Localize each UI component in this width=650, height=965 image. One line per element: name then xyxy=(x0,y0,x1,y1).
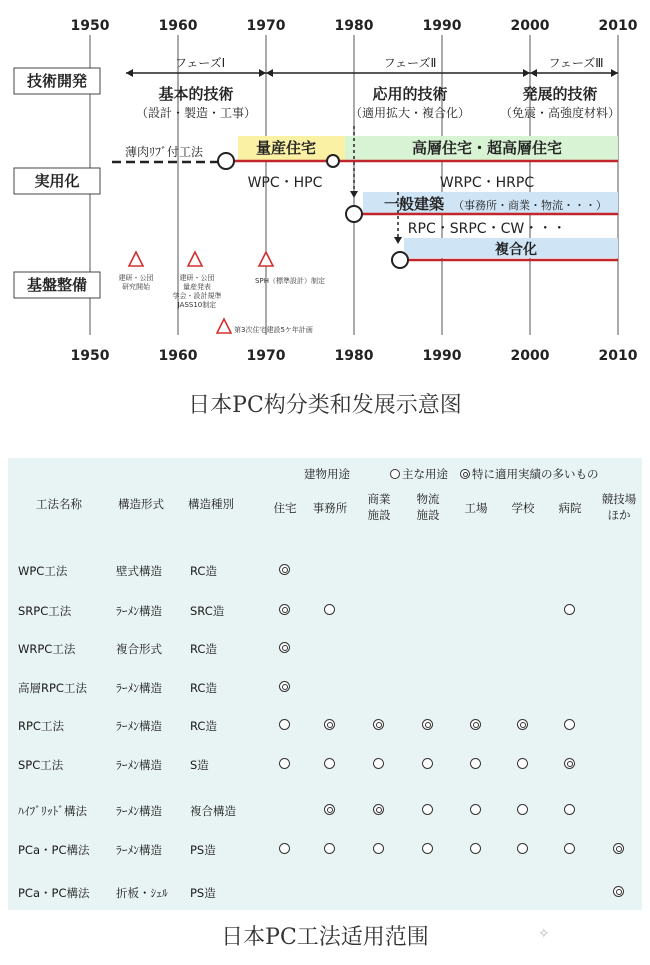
phase-1-arrow-head-right xyxy=(259,69,266,77)
double-circle-mark xyxy=(613,886,624,897)
table-caption: 日本PC工法适用范围 xyxy=(221,925,429,950)
row-label: 実用化 xyxy=(34,172,80,190)
legend-many-label: 特に適用実績の多いもの xyxy=(472,467,599,481)
structure-type: ﾗｰﾒﾝ構造 xyxy=(116,804,162,818)
stage-title: 発展的技術 xyxy=(522,85,598,103)
usage-header: 病院 xyxy=(558,501,582,515)
single-circle-mark xyxy=(470,804,481,815)
structure-type: 折板・ｼｪﾙ xyxy=(116,886,168,900)
phase-2-label: フェーズⅡ xyxy=(383,56,437,70)
year-label-top: 1960 xyxy=(158,18,198,34)
year-label-bottom: 2010 xyxy=(598,348,638,364)
sparkle-icon: ✧ xyxy=(538,926,550,942)
structure-kind: PS造 xyxy=(190,843,216,857)
stage-subtitle: （適用拡大・複合化） xyxy=(349,106,471,120)
single-circle-mark xyxy=(564,719,575,730)
row-label: 基盤整備 xyxy=(26,276,88,294)
year-label-bottom: 1960 xyxy=(158,348,198,364)
milestone-circle xyxy=(346,206,362,222)
milestone-triangle xyxy=(188,252,202,266)
development-timeline-diagram xyxy=(0,0,650,440)
single-circle-mark xyxy=(279,843,290,854)
stage-subtitle: （免震・高強度材料） xyxy=(499,106,621,120)
method-name: 高層RPC工法 xyxy=(18,681,87,695)
phase-1-label: フェーズⅠ xyxy=(174,56,226,70)
application-connector-arrow-head xyxy=(350,191,358,198)
general-building-sublabel: （事務所・商業・物流・・・） xyxy=(453,199,607,212)
single-circle-mark xyxy=(564,604,575,615)
base-note: 研究開始 xyxy=(122,283,150,291)
structure-kind: 複合構造 xyxy=(190,804,236,818)
wrpc-hrpc-label: WRPC・HRPC xyxy=(439,175,535,191)
usage-header: 学校 xyxy=(511,501,535,515)
single-circle-mark xyxy=(279,758,290,769)
usage-header: 工場 xyxy=(464,501,488,515)
rpc-srpc-cw-label: RPC・SRPC・CW・・・ xyxy=(407,221,567,237)
structure-type: ﾗｰﾒﾝ構造 xyxy=(116,758,162,772)
structure-type: ﾗｰﾒﾝ構造 xyxy=(116,681,162,695)
column-header-structure-kind: 構造種別 xyxy=(188,497,234,511)
single-circle-mark xyxy=(422,804,433,815)
double-circle-icon xyxy=(460,469,470,479)
phase-2-arrow-head-right xyxy=(523,69,530,77)
phase-3-arrow-head-left xyxy=(530,69,537,77)
milestone-triangle xyxy=(259,252,273,266)
method-name: WPC工法 xyxy=(18,564,68,578)
year-label-bottom: 1990 xyxy=(422,348,462,364)
single-circle-icon xyxy=(390,469,400,479)
single-circle-mark xyxy=(373,758,384,769)
structure-kind: SRC造 xyxy=(190,604,225,618)
legend-main xyxy=(390,466,448,482)
legend-many xyxy=(460,466,599,482)
structure-kind: RC造 xyxy=(190,564,217,578)
year-label-bottom: 1970 xyxy=(246,348,286,364)
single-circle-mark xyxy=(564,804,575,815)
single-circle-mark xyxy=(564,843,575,854)
structure-kind: PS造 xyxy=(190,886,216,900)
milestone-circle xyxy=(327,155,339,167)
base-note: 量産発表 xyxy=(183,283,211,291)
method-name: WRPC工法 xyxy=(18,642,76,656)
single-circle-mark xyxy=(279,719,290,730)
milestone-circle xyxy=(392,252,408,268)
year-label-top: 1990 xyxy=(422,18,462,34)
usage-header: 競技場 xyxy=(601,492,637,506)
high-rise-label: 高層住宅・超高層住宅 xyxy=(411,139,563,157)
phase-2-arrow-head-left xyxy=(266,69,273,77)
application-range-table xyxy=(8,458,642,910)
double-circle-mark xyxy=(279,564,290,575)
base-note: 建研・公団 xyxy=(179,274,215,282)
usage-header: 事務所 xyxy=(312,501,348,515)
single-circle-mark xyxy=(324,604,335,615)
structure-type: 複合形式 xyxy=(116,642,162,656)
structure-kind: RC造 xyxy=(190,681,217,695)
double-circle-mark xyxy=(279,681,290,692)
double-circle-mark xyxy=(279,604,290,615)
usage-header: 商業 xyxy=(367,492,391,506)
composite-label: 複合化 xyxy=(495,242,537,258)
phase-3-label: フェーズⅢ xyxy=(548,56,604,70)
base-note: SPH（標準設計）制定 xyxy=(255,277,325,285)
milestone-triangle xyxy=(129,252,143,266)
structure-type: ﾗｰﾒﾝ構造 xyxy=(116,604,162,618)
year-label-bottom: 1950 xyxy=(70,348,110,364)
method-name: RPC工法 xyxy=(18,719,64,733)
year-label-top: 2000 xyxy=(510,18,550,34)
legend-main-label: 主な用途 xyxy=(402,467,448,481)
usage-header: 住宅 xyxy=(273,501,297,515)
phase-1-arrow-head-left xyxy=(126,69,133,77)
usage-title: 建物用途 xyxy=(304,467,350,481)
usage-header: 施設 xyxy=(416,508,440,522)
structure-type: 壁式構造 xyxy=(116,564,162,578)
mass-housing-label: 量産住宅 xyxy=(255,139,317,157)
usage-header: ほか xyxy=(607,508,631,522)
composite-connector-arrow-head xyxy=(394,237,402,244)
single-circle-mark xyxy=(517,843,528,854)
method-name: SRPC工法 xyxy=(18,604,72,618)
column-header-structure-type: 構造形式 xyxy=(118,497,164,511)
year-label-top: 2010 xyxy=(598,18,638,34)
method-name: PCa・PC構法 xyxy=(18,843,90,857)
double-circle-mark xyxy=(613,843,624,854)
double-circle-mark xyxy=(324,719,335,730)
year-label-bottom: 2000 xyxy=(510,348,550,364)
structure-kind: S造 xyxy=(190,758,209,772)
double-circle-mark xyxy=(470,719,481,730)
year-label-bottom: 1980 xyxy=(334,348,374,364)
method-name: PCa・PC構法 xyxy=(18,886,90,900)
single-circle-mark xyxy=(470,758,481,769)
year-label-top: 1970 xyxy=(246,18,286,34)
usage-header: 施設 xyxy=(367,508,391,522)
timeline-caption: 日本PC构分类和发展示意图 xyxy=(188,393,462,418)
structure-kind: RC造 xyxy=(190,642,217,656)
structure-kind: RC造 xyxy=(190,719,217,733)
single-circle-mark xyxy=(324,758,335,769)
row-label: 技術開発 xyxy=(26,72,88,90)
base-note: 学会・設計規準 xyxy=(172,292,222,300)
base-note: 第3次住宅建設5ケ年計画 xyxy=(234,326,313,334)
stage-title: 基本的技術 xyxy=(158,85,234,103)
early-method-label: 薄肉ﾘﾌﾞ付工法 xyxy=(124,145,204,159)
year-label-top: 1980 xyxy=(334,18,374,34)
structure-type: ﾗｰﾒﾝ構造 xyxy=(116,843,162,857)
double-circle-mark xyxy=(564,758,575,769)
method-name: ﾊｲﾌﾞﾘｯﾄﾞ構法 xyxy=(18,804,87,818)
column-header-method: 工法名称 xyxy=(36,497,82,511)
milestone-triangle xyxy=(217,319,231,333)
single-circle-mark xyxy=(422,843,433,854)
double-circle-mark xyxy=(373,719,384,730)
single-circle-mark xyxy=(324,843,335,854)
double-circle-mark xyxy=(324,804,335,815)
year-label-top: 1950 xyxy=(70,18,110,34)
double-circle-mark xyxy=(517,719,528,730)
single-circle-mark xyxy=(422,758,433,769)
single-circle-mark xyxy=(517,758,528,769)
structure-type: ﾗｰﾒﾝ構造 xyxy=(116,719,162,733)
general-building-label: 一般建築 xyxy=(383,195,445,213)
double-circle-mark xyxy=(373,804,384,815)
single-circle-mark xyxy=(470,843,481,854)
base-note: 建研・公団 xyxy=(118,274,154,282)
single-circle-mark xyxy=(517,804,528,815)
wpc-hpc-label: WPC・HPC xyxy=(247,175,323,191)
base-note: JASS10制定 xyxy=(177,301,217,309)
single-circle-mark xyxy=(373,843,384,854)
phase-3-arrow-head-right xyxy=(611,69,618,77)
stage-title: 応用的技術 xyxy=(372,85,448,103)
method-name: SPC工法 xyxy=(18,758,64,772)
double-circle-mark xyxy=(422,719,433,730)
milestone-circle xyxy=(218,153,234,169)
double-circle-mark xyxy=(279,642,290,653)
usage-header: 物流 xyxy=(416,492,440,506)
stage-subtitle: （設計・製造・工事） xyxy=(135,106,257,120)
